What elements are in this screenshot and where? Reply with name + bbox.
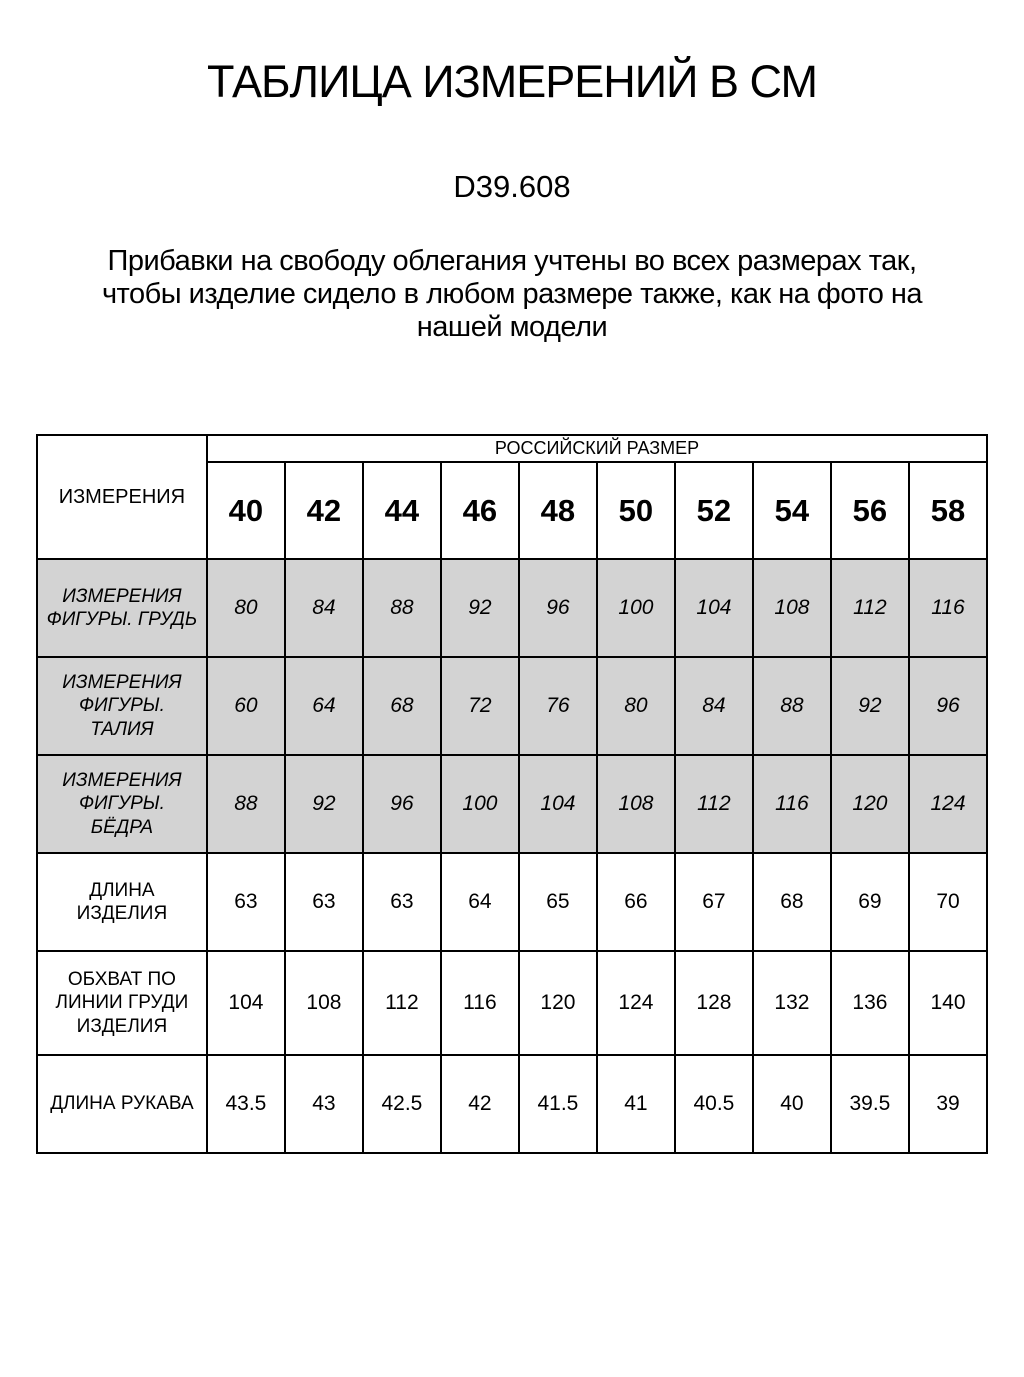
value-cell: 39 (909, 1055, 987, 1153)
size-header-cell: 50 (597, 462, 675, 559)
value-cell: 80 (207, 559, 285, 657)
intro-paragraph (0, 245, 1024, 344)
value-cell: 128 (675, 951, 753, 1055)
value-cell: 96 (363, 755, 441, 853)
value-cell: 43.5 (207, 1055, 285, 1153)
size-header-cell: 44 (363, 462, 441, 559)
value-cell: 108 (597, 755, 675, 853)
table-row-waist-figure (37, 657, 987, 755)
value-cell: 96 (909, 657, 987, 755)
value-cell: 41.5 (519, 1055, 597, 1153)
table-row-hips-figure (37, 755, 987, 853)
value-cell: 67 (675, 853, 753, 951)
value-cell: 72 (441, 657, 519, 755)
value-cell: 92 (831, 657, 909, 755)
size-header-cell: 48 (519, 462, 597, 559)
value-cell: 60 (207, 657, 285, 755)
value-cell: 43 (285, 1055, 363, 1153)
value-cell: 92 (285, 755, 363, 853)
value-cell: 124 (909, 755, 987, 853)
value-cell: 124 (597, 951, 675, 1055)
value-cell: 116 (441, 951, 519, 1055)
value-cell: 116 (909, 559, 987, 657)
value-cell: 104 (207, 951, 285, 1055)
value-cell: 104 (675, 559, 753, 657)
value-cell: 100 (597, 559, 675, 657)
value-cell: 112 (831, 559, 909, 657)
intro-line: нашей модели (416, 311, 608, 344)
size-header-cell: 54 (753, 462, 831, 559)
row-label-cell: ИЗМЕРЕНИЯ ФИГУРЫ. ГРУДЬ (37, 559, 207, 657)
value-cell: 64 (441, 853, 519, 951)
value-cell: 120 (831, 755, 909, 853)
table-row-chest-figure (37, 559, 987, 657)
value-cell: 96 (519, 559, 597, 657)
value-cell: 65 (519, 853, 597, 951)
value-cell: 68 (753, 853, 831, 951)
value-cell: 116 (753, 755, 831, 853)
group-header-cell: РОССИЙСКИЙ РАЗМЕР (207, 435, 987, 462)
value-cell: 92 (441, 559, 519, 657)
value-cell: 63 (363, 853, 441, 951)
size-header-cell: 56 (831, 462, 909, 559)
intro-line: чтобы изделие сидело в любом размере также, как на фото на (101, 278, 923, 311)
value-cell: 40.5 (675, 1055, 753, 1153)
value-cell: 136 (831, 951, 909, 1055)
value-cell: 63 (207, 853, 285, 951)
value-cell: 39.5 (831, 1055, 909, 1153)
value-cell: 84 (675, 657, 753, 755)
value-cell: 41 (597, 1055, 675, 1153)
size-header-cell: 42 (285, 462, 363, 559)
value-cell: 84 (285, 559, 363, 657)
value-cell: 63 (285, 853, 363, 951)
value-cell: 88 (753, 657, 831, 755)
value-cell: 80 (597, 657, 675, 755)
value-cell: 108 (285, 951, 363, 1055)
value-cell: 88 (363, 559, 441, 657)
value-cell: 66 (597, 853, 675, 951)
value-cell: 40 (753, 1055, 831, 1153)
value-cell: 64 (285, 657, 363, 755)
value-cell: 42 (441, 1055, 519, 1153)
product-code: D39.608 (453, 169, 571, 205)
size-header-cell: 58 (909, 462, 987, 559)
value-cell: 104 (519, 755, 597, 853)
row-label-cell: ОБХВАТ ПО ЛИНИИ ГРУДИ ИЗДЕЛИЯ (37, 951, 207, 1055)
intro-line: Прибавки на свободу облегания учтены во всех размерах так, (107, 245, 917, 278)
row-label-cell: ДЛИНА ИЗДЕЛИЯ (37, 853, 207, 951)
value-cell: 68 (363, 657, 441, 755)
corner-header-cell: ИЗМЕРЕНИЯ (37, 435, 207, 559)
table-row-chest-girth-item (37, 951, 987, 1055)
table-row-sleeve-length (37, 1055, 987, 1153)
value-cell: 100 (441, 755, 519, 853)
value-cell: 120 (519, 951, 597, 1055)
value-cell: 132 (753, 951, 831, 1055)
value-cell: 76 (519, 657, 597, 755)
size-header-cell: 46 (441, 462, 519, 559)
value-cell: 140 (909, 951, 987, 1055)
value-cell: 70 (909, 853, 987, 951)
size-header-cell: 40 (207, 462, 285, 559)
page-title: ТАБЛИЦА ИЗМЕРЕНИЙ В СМ (207, 56, 817, 107)
value-cell: 69 (831, 853, 909, 951)
page (0, 58, 1024, 1377)
value-cell: 42.5 (363, 1055, 441, 1153)
row-label-cell: ДЛИНА РУКАВА (37, 1055, 207, 1153)
size-header-cell: 52 (675, 462, 753, 559)
row-label-cell: ИЗМЕРЕНИЯ ФИГУРЫ. ТАЛИЯ (37, 657, 207, 755)
value-cell: 108 (753, 559, 831, 657)
value-cell: 112 (675, 755, 753, 853)
table-group-header-row (37, 435, 987, 462)
measurements-table (36, 434, 988, 1154)
row-label-cell: ИЗМЕРЕНИЯ ФИГУРЫ. БЁДРА (37, 755, 207, 853)
table-row-item-length (37, 853, 987, 951)
value-cell: 112 (363, 951, 441, 1055)
value-cell: 88 (207, 755, 285, 853)
